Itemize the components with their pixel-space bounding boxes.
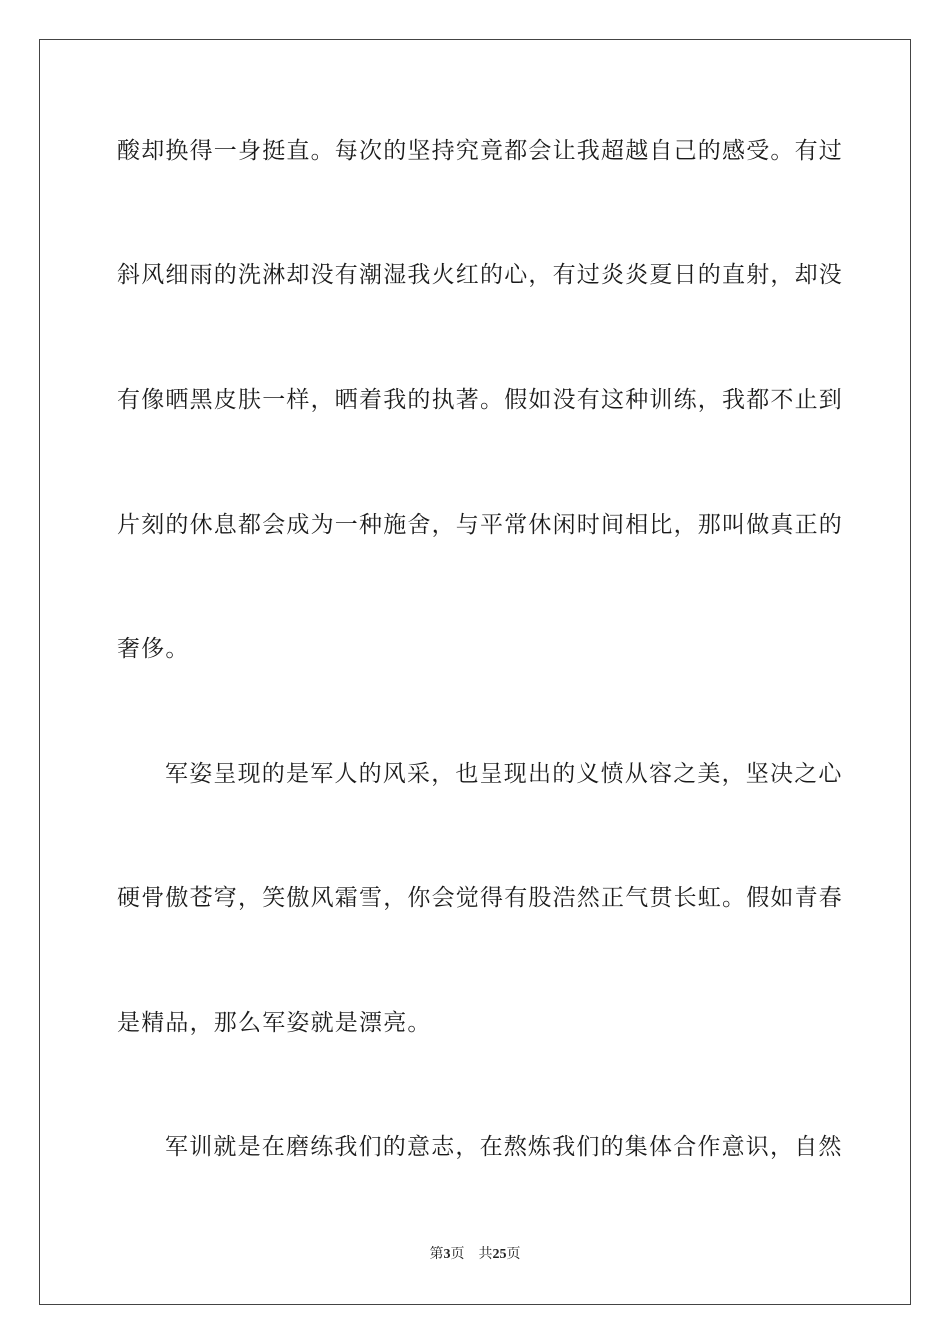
page-footer: [0, 1244, 950, 1265]
text-line: 硬骨傲苍穹，笑傲风霜雪，你会觉得有股浩然正气贯长虹。假如青春: [117, 885, 843, 911]
page-prefix: 第: [429, 1246, 444, 1262]
total-suffix: 页: [506, 1246, 521, 1262]
text-line: 奢侈。: [117, 636, 190, 662]
text-line: 酸却换得一身挺直。每次的坚持究竟都会让我超越自己的感受。有过: [117, 138, 843, 164]
page-number: 3: [443, 1247, 451, 1262]
text-line: 斜风细雨的洗淋却没有潮湿我火红的心，有过炎炎夏日的直射，却没: [117, 262, 843, 288]
text-line: 是精品，那么军姿就是漂亮。: [117, 1010, 432, 1036]
page-border: [39, 39, 911, 1305]
total-prefix: 共: [478, 1246, 493, 1262]
text-line: 有像晒黑皮肤一样，晒着我的执著。假如没有这种训练，我都不止到: [117, 387, 843, 413]
text-line: 军训就是在磨练我们的意志，在熬炼我们的集体合作意识，自然: [165, 1134, 843, 1160]
text-line: 片刻的休息都会成为一种施舍，与平常休闲时间相比，那叫做真正的: [117, 512, 843, 538]
total-pages: 25: [492, 1247, 507, 1262]
page-suffix: 页: [450, 1246, 465, 1262]
text-line: 军姿呈现的是军人的风采，也呈现出的义愤从容之美，坚决之心: [165, 761, 843, 787]
